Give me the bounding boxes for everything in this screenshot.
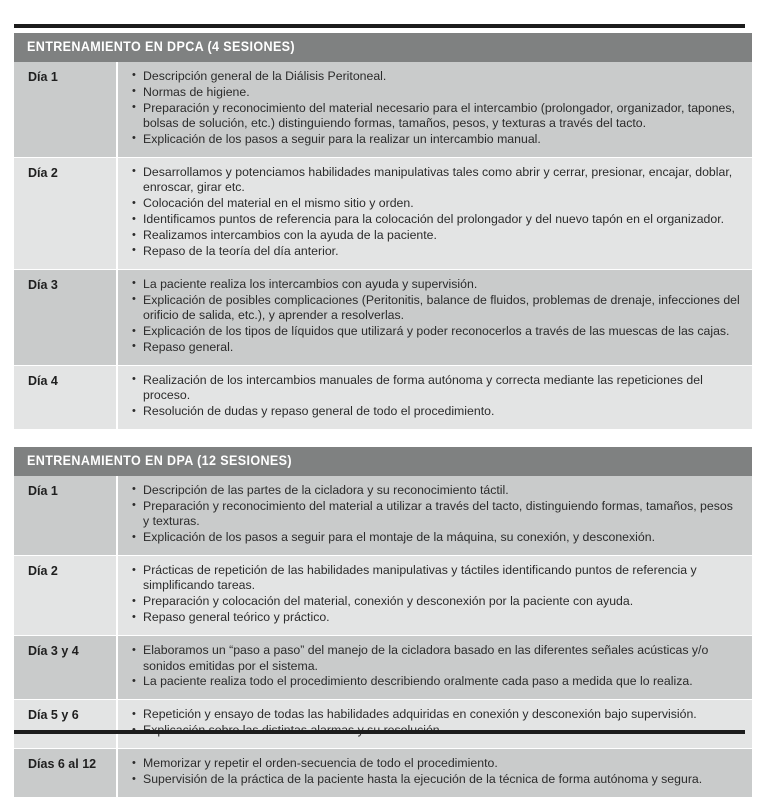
row-content-list (118, 700, 752, 748)
list-item: • Resolución de dudas y repaso general de todo el procedimiento. (132, 404, 742, 419)
list-item: • Repaso general teórico y práctico. (132, 610, 742, 625)
row-day-label: Día 5 y 6 (28, 708, 79, 723)
row-content-list (118, 366, 752, 429)
list-item: • Prácticas de repetición de las habilidades manipulativas y táctiles identificando puntos de referencia y simplificando tareas. (132, 563, 742, 594)
list-item: • Descripción de las partes de la cicladora y su reconocimiento táctil. (132, 483, 742, 498)
table-row (14, 158, 752, 270)
list-item: • Repaso de la teoría del día anterior. (132, 244, 742, 259)
list-item: • Repetición y ensayo de todas las habilidades adquiridas en conexión y desconexión bajo supervisión. (132, 707, 742, 722)
section-rows (14, 62, 752, 429)
list-item: • Colocación del material en el mismo sitio y orden. (132, 196, 742, 211)
bottom-rule (14, 730, 745, 734)
list-item: • Preparación y reconocimiento del material necesario para el intercambio (prolongador, organizador, tapones, bolsas de solución, etc.) distinguiendo formas, tamaños, pesos, y texturas a través del tacto. (132, 101, 742, 132)
table-row (14, 556, 752, 636)
table-row (14, 636, 752, 700)
row-day-label: Día 3 (28, 277, 58, 292)
list-item: • Repaso general. (132, 340, 742, 355)
list-item: • Descripción general de la Diálisis Peritoneal. (132, 69, 742, 84)
list-item: • Elaboramos un “paso a paso” del manejo de la cicladora basado en las diferentes señales acústicas y/o sonidos emitidas por el sistema. (132, 643, 742, 674)
list-item: • Normas de higiene. (132, 85, 742, 100)
list-item: • Explicación de los tipos de líquidos que utilizará y poder reconocerlos a través de las muescas de las cajas. (132, 324, 742, 339)
list-item: • La paciente realiza todo el procedimiento describiendo oralmente cada paso a medida que lo realiza. (132, 674, 742, 689)
section-header-title: ENTRENAMIENTO EN DPA (12 SESIONES) (14, 447, 751, 476)
table-row (14, 366, 752, 429)
table-row (14, 270, 752, 366)
row-content-list (118, 636, 752, 699)
list-item: • Preparación y reconocimiento del material a utilizar a través del tacto, distinguiendo formas, tamaños, pesos y texturas. (132, 499, 742, 530)
row-content-list (118, 270, 752, 365)
row-content-list (118, 749, 752, 797)
row-day-label: Día 1 (28, 483, 58, 498)
table-row (14, 476, 752, 556)
section-rows (14, 476, 752, 797)
list-item: • Explicación de los pasos a seguir para la realizar un intercambio manual. (132, 132, 742, 147)
training-section (14, 33, 752, 429)
row-content-list (118, 556, 752, 635)
table-row (14, 62, 752, 158)
row-content-list (118, 476, 752, 555)
row-day-label: Día 2 (28, 564, 58, 579)
list-item: • Explicación de los pasos a seguir para el montaje de la máquina, su conexión, y desconexión. (132, 530, 742, 545)
list-item: • La paciente realiza los intercambios con ayuda y supervisión. (132, 277, 742, 292)
row-day-label: Día 1 (28, 69, 58, 84)
row-day-label: Días 6 al 12 (28, 757, 97, 772)
list-item: • Explicación de posibles complicaciones (Peritonitis, balance de fluidos, problemas de drenaje, infecciones del orificio de salida, etc.), y aprender a resolverlas. (132, 293, 742, 324)
row-content-list (118, 62, 752, 157)
section-header (14, 33, 752, 62)
table-row (14, 700, 752, 749)
list-item: • Realización de los intercambios manuales de forma autónoma y correcta mediante las repeticiones del proceso. (132, 373, 742, 404)
section-header-title: ENTRENAMIENTO EN DPCA (4 SESIONES) (14, 33, 751, 62)
section-header (14, 447, 752, 476)
training-tables-container (14, 33, 752, 797)
row-day-label: Día 3 y 4 (28, 644, 79, 659)
row-day-label: Día 4 (28, 373, 58, 388)
row-day-label: Día 2 (28, 165, 58, 180)
list-item: • Desarrollamos y potenciamos habilidades manipulativas tales como abrir y cerrar, presionar, encajar, doblar, enroscar, girar etc. (132, 165, 742, 196)
list-item: • Memorizar y repetir el orden-secuencia de todo el procedimiento. (132, 756, 742, 771)
table-row (14, 749, 752, 797)
training-section (14, 447, 752, 797)
top-rule (14, 24, 745, 28)
list-item: • Preparación y colocación del material, conexión y desconexión por la paciente con ayuda. (132, 594, 742, 609)
row-content-list (118, 158, 752, 269)
list-item: • Identificamos puntos de referencia para la colocación del prolongador y del nuevo tapón en el organizador. (132, 212, 742, 227)
list-item: • Supervisión de la práctica de la paciente hasta la ejecución de la técnica de forma autónoma y segura. (132, 772, 742, 787)
list-item: • Realizamos intercambios con la ayuda de la paciente. (132, 228, 742, 243)
